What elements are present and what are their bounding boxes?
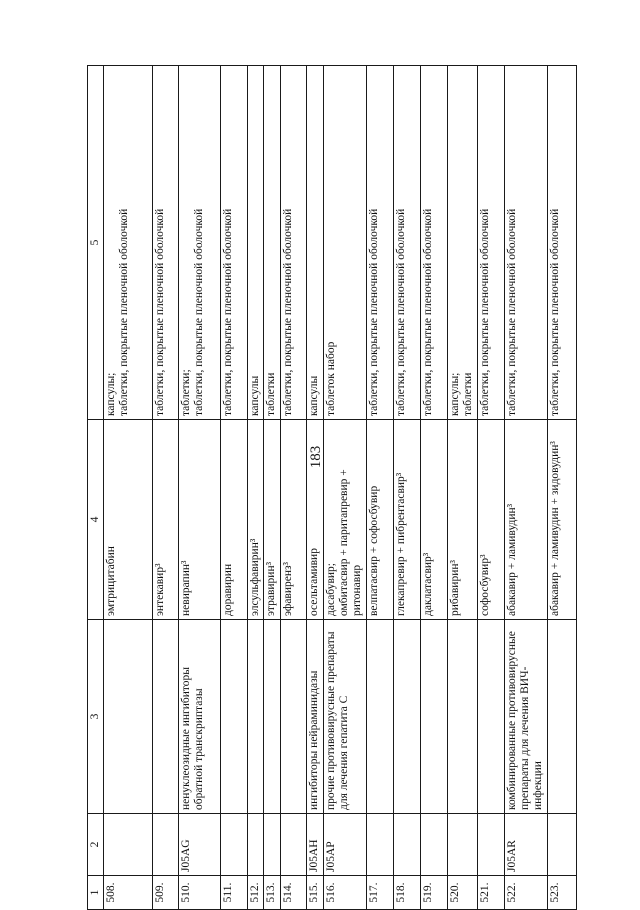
row-number-cell-text: 510. — [180, 882, 193, 903]
row-number-cell — [547, 876, 576, 910]
group-name-cell-text: ненуклеозидные ингибиторы обратной транскриптазы — [180, 666, 206, 810]
atc-code-cell — [307, 814, 324, 876]
dosage-form-cell-text: таблетки, покрытые пленочной оболочкой — [221, 208, 234, 416]
drug-name-cell-text: энтекавир³ — [153, 563, 166, 616]
table-row — [547, 66, 576, 910]
atc-code-cell-text: J05AR — [505, 840, 518, 872]
dosage-form-cell-text: капсулы — [308, 375, 321, 416]
dosage-form-cell-text: капсулы; таблетки — [448, 372, 474, 416]
dosage-form-cell — [247, 66, 264, 420]
row-number-cell-text: 520. — [448, 882, 461, 903]
atc-code-cell — [104, 814, 153, 876]
atc-code-cell — [547, 814, 576, 876]
dosage-form-cell-text: таблетки, покрытые пленочной оболочкой — [368, 208, 381, 416]
row-number-cell-text: 519. — [421, 882, 434, 903]
drug-table-rotated — [87, 65, 577, 910]
drug-name-cell — [307, 420, 324, 620]
dosage-form-cell — [477, 66, 504, 420]
atc-code-cell — [179, 814, 220, 876]
drug-name-cell — [104, 420, 153, 620]
header-col-2: 2 — [88, 814, 104, 876]
row-number-cell — [280, 876, 307, 910]
drug-name-cell — [447, 420, 477, 620]
row-number-cell-text: 521. — [478, 882, 491, 903]
dosage-form-cell-text: таблетки, покрытые пленочной оболочкой — [153, 208, 166, 416]
group-name-cell — [220, 620, 247, 814]
drug-name-cell-text: эфавиренз³ — [281, 561, 294, 616]
group-name-cell — [307, 620, 324, 814]
table-row — [394, 66, 421, 910]
drug-name-cell-text: даклатасвир³ — [421, 552, 434, 616]
row-number-cell-text: 516. — [324, 882, 337, 903]
drug-name-cell-text: осельтамивир — [308, 548, 321, 616]
row-number-cell — [104, 876, 153, 910]
dosage-form-cell — [104, 66, 153, 420]
dosage-form-cell — [264, 66, 281, 420]
row-number-cell — [264, 876, 281, 910]
atc-code-cell — [220, 814, 247, 876]
dosage-form-cell-text: таблетки, покрытые пленочной оболочкой — [395, 208, 408, 416]
drug-name-cell — [280, 420, 307, 620]
dosage-form-cell — [367, 66, 394, 420]
atc-code-cell — [280, 814, 307, 876]
atc-code-cell — [367, 814, 394, 876]
row-number-cell — [247, 876, 264, 910]
table-row — [307, 66, 324, 910]
atc-code-cell — [264, 814, 281, 876]
dosage-form-cell-text: капсулы; таблетки, покрытые пленочной оболочкой — [105, 208, 130, 416]
drug-name-cell — [220, 420, 247, 620]
row-number-cell — [179, 876, 220, 910]
dosage-form-cell — [420, 66, 447, 420]
drug-name-cell — [420, 420, 447, 620]
drug-name-cell — [247, 420, 264, 620]
table-body — [104, 66, 577, 910]
row-number-cell-text: 511. — [221, 882, 234, 903]
drug-name-cell-text: дасабувир; омбитасвир + паритапревир + ритонавир — [324, 469, 363, 616]
dosage-form-cell — [447, 66, 477, 420]
drug-name-cell — [152, 420, 179, 620]
drug-name-cell-text: этравирин³ — [265, 561, 278, 616]
dosage-form-cell — [394, 66, 421, 420]
group-name-cell — [447, 620, 477, 814]
atc-code-cell — [247, 814, 264, 876]
atc-code-cell — [394, 814, 421, 876]
row-number-cell-text: 518. — [395, 882, 408, 903]
table-row — [367, 66, 394, 910]
drug-name-cell-text: эмтрицитабин — [105, 546, 117, 616]
group-name-cell — [367, 620, 394, 814]
dosage-form-cell-text: таблетки, покрытые пленочной оболочкой — [478, 208, 491, 416]
header-col-3: 3 — [88, 620, 104, 814]
row-number-cell-text: 508. — [105, 882, 117, 903]
table-row — [152, 66, 179, 910]
drug-name-cell — [547, 420, 576, 620]
table-row — [280, 66, 307, 910]
table-row — [420, 66, 447, 910]
dosage-form-cell — [280, 66, 307, 420]
table-row — [220, 66, 247, 910]
dosage-form-cell-text: таблеток набор — [324, 341, 337, 416]
dosage-form-cell-text: таблетки, покрытые пленочной оболочкой — [421, 208, 434, 416]
row-number-cell — [323, 876, 366, 910]
group-name-cell — [152, 620, 179, 814]
drug-name-cell — [394, 420, 421, 620]
atc-code-cell — [477, 814, 504, 876]
row-number-cell-text: 512. — [248, 882, 261, 903]
dosage-form-cell-text: таблетки — [265, 372, 278, 416]
drug-name-cell-text: элсульфавирин³ — [248, 538, 261, 616]
table-row — [323, 66, 366, 910]
drug-name-cell — [179, 420, 220, 620]
dosage-form-cell-text: таблетки, покрытые пленочной оболочкой — [548, 208, 561, 416]
atc-code-cell — [152, 814, 179, 876]
header-col-5: 5 — [88, 66, 104, 420]
row-number-cell-text: 513. — [265, 882, 278, 903]
row-number-cell-text: 515. — [308, 882, 321, 903]
row-number-cell — [220, 876, 247, 910]
drug-name-cell-text: велпатасвир + софосбувир — [368, 485, 381, 616]
drug-name-cell — [323, 420, 366, 620]
row-number-cell-text: 514. — [281, 882, 294, 903]
group-name-cell-text: прочие противовирусные препараты для лечения гепатита C — [324, 631, 350, 810]
atc-code-cell — [420, 814, 447, 876]
table-row — [179, 66, 220, 910]
group-name-cell — [394, 620, 421, 814]
drug-name-cell-text: софосбувир³ — [478, 554, 491, 616]
atc-code-cell — [447, 814, 477, 876]
row-number-cell — [504, 876, 547, 910]
group-name-cell-text: комбинированные противовирусные препараты для лечения ВИЧ-инфекции — [505, 631, 544, 810]
group-name-cell — [280, 620, 307, 814]
atc-code-cell-text: J05AH — [308, 839, 321, 872]
table-row — [247, 66, 264, 910]
drug-name-cell-text: рибавирин³ — [448, 560, 461, 616]
drug-name-cell-text: глекапревир + пибрентасвир³ — [395, 472, 408, 616]
group-name-cell — [547, 620, 576, 814]
row-number-cell — [447, 876, 477, 910]
group-name-cell — [420, 620, 447, 814]
table-row — [477, 66, 504, 910]
page-number: 183 — [308, 445, 324, 469]
drug-name-cell — [264, 420, 281, 620]
drug-name-cell-text: абакавир + ламивудин + зидовудин³ — [548, 441, 561, 616]
group-name-cell — [104, 620, 153, 814]
drug-name-cell — [504, 420, 547, 620]
dosage-form-cell-text: капсулы — [248, 375, 261, 416]
dosage-form-cell-text: таблетки, покрытые пленочной оболочкой — [281, 208, 294, 416]
row-number-cell-text: 523. — [548, 882, 561, 903]
group-name-cell — [247, 620, 264, 814]
dosage-form-cell-text: таблетки; таблетки, покрытые пленочной оболочкой — [180, 208, 206, 416]
row-number-cell — [152, 876, 179, 910]
row-number-cell — [477, 876, 504, 910]
dosage-form-cell — [504, 66, 547, 420]
row-number-cell — [420, 876, 447, 910]
dosage-form-cell — [152, 66, 179, 420]
row-number-cell-text: 522. — [505, 882, 518, 903]
atc-code-cell — [504, 814, 547, 876]
drug-name-cell-text: доравирин — [221, 563, 234, 616]
drug-table — [87, 65, 577, 910]
dosage-form-cell — [547, 66, 576, 420]
dosage-form-cell — [220, 66, 247, 420]
table-row — [264, 66, 281, 910]
drug-name-cell-text: невирапин³ — [180, 560, 193, 616]
atc-code-cell-text: J05AG — [180, 839, 193, 872]
dosage-form-cell — [179, 66, 220, 420]
group-name-cell — [477, 620, 504, 814]
table-row — [504, 66, 547, 910]
table-row — [447, 66, 477, 910]
row-number-cell — [367, 876, 394, 910]
dosage-form-cell — [307, 66, 324, 420]
atc-code-cell — [323, 814, 366, 876]
row-number-cell — [394, 876, 421, 910]
row-number-cell — [307, 876, 324, 910]
atc-code-cell-text: J05AP — [324, 841, 337, 872]
drug-name-cell-text: абакавир + ламивудин³ — [505, 503, 518, 616]
group-name-cell — [504, 620, 547, 814]
drug-name-cell — [477, 420, 504, 620]
header-col-4: 4 — [88, 420, 104, 620]
group-name-cell-text: ингибиторы нейраминидазы — [308, 670, 321, 810]
table-row — [104, 66, 153, 910]
row-number-cell-text: 509. — [153, 882, 166, 903]
dosage-form-cell — [323, 66, 366, 420]
dosage-form-cell-text: таблетки, покрытые пленочной оболочкой — [505, 208, 518, 416]
table-header-row — [88, 66, 104, 910]
drug-name-cell — [367, 420, 394, 620]
group-name-cell — [264, 620, 281, 814]
header-col-1: 1 — [88, 876, 104, 910]
group-name-cell — [323, 620, 366, 814]
group-name-cell — [179, 620, 220, 814]
row-number-cell-text: 517. — [368, 882, 381, 903]
